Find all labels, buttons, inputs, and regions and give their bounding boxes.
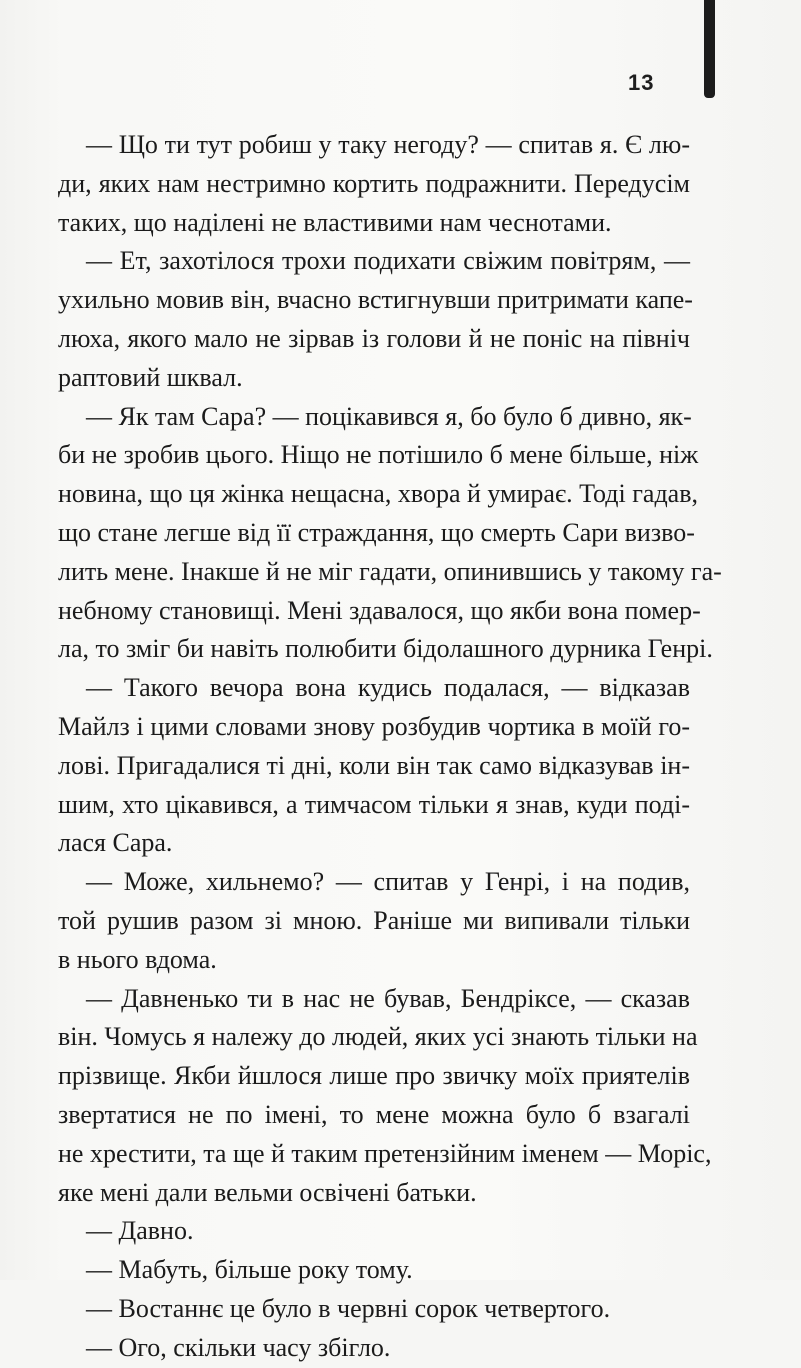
text-line: — Востаннє це було в червні сорок четвертого. bbox=[86, 1293, 611, 1323]
text-line: таких, що наділені не властивими нам чеснотами. bbox=[58, 207, 612, 237]
page-edge-shadow bbox=[704, 0, 715, 98]
text-line: — Може, хильнемо? — спитав у Генрі, і на подив, bbox=[86, 867, 690, 897]
text-line: не хрестити, та ще й таким претензійним іменем — Моріс, bbox=[58, 1138, 712, 1168]
text-line: лові. Пригадалися ті дні, коли він так само відказував ін- bbox=[58, 750, 690, 780]
body-text bbox=[58, 126, 722, 1368]
text-line: — Давно. bbox=[86, 1216, 194, 1246]
text-line: люха, якого мало не зірвав із голови й не поніс на північ bbox=[58, 323, 690, 353]
text-line: — Ого, скільки часу збігло. bbox=[86, 1332, 391, 1362]
text-line: небному становищі. Мені здавалося, що якби вона помер- bbox=[58, 595, 701, 625]
page-number: 13 bbox=[628, 70, 655, 95]
text-line: новина, що ця жінка нещасна, хвора й умирає. Тоді гадав, bbox=[58, 479, 698, 509]
text-line: — Ет, захотілося трохи подихати свіжим повітрям, — bbox=[86, 246, 690, 276]
text-line: — Що ти тут робиш у таку негоду? — спитав я. Є лю- bbox=[86, 130, 690, 159]
text-line: — Такого вечора вона кудись подалася, — відказав bbox=[86, 673, 690, 703]
text-line: той рушив разом зі мною. Раніше ми випивали тільки bbox=[58, 905, 690, 935]
text-line: ла, то зміг би навіть полюбити бідолашного дурника Генрі. bbox=[58, 634, 713, 664]
text-line: раптовий шквал. bbox=[58, 362, 243, 392]
text-line: шим, хто цікавився, а тимчасом тільки я знав, куди поді- bbox=[58, 789, 690, 819]
text-line: звертатися не по імені, то мене можна було б взагалі bbox=[58, 1099, 690, 1129]
text-line: лася Сара. bbox=[58, 828, 173, 858]
text-line: лить мене. Інакше й не міг гадати, опинившись у такому га- bbox=[58, 556, 722, 586]
text-line: — Як там Сара? — поцікавився я, бо було б дивно, як- bbox=[86, 401, 692, 431]
text-line: він. Чомусь я належу до людей, яких усі знають тільки на bbox=[58, 1022, 698, 1052]
text-line: — Мабуть, більше року тому. bbox=[86, 1255, 413, 1285]
text-line: яке мені дали вельми освічені батьки. bbox=[58, 1177, 477, 1207]
text-line: Майлз і цими словами знову розбудив чортика в моїй го- bbox=[58, 711, 690, 741]
text-line: — Давненько ти в нас не бував, Бендріксе, — сказав bbox=[86, 983, 690, 1013]
text-line: прізвище. Якби йшлося лише про звичку моїх приятелів bbox=[58, 1061, 690, 1091]
text-line: би не зробив цього. Ніщо не потішило б мене більше, ніж bbox=[58, 440, 699, 470]
text-line: що стане легше від її страждання, що смерть Сари визво- bbox=[58, 517, 695, 547]
text-line: в нього вдома. bbox=[58, 944, 217, 974]
text-line: ухильно мовив він, вчасно встигнувши притримати капе- bbox=[58, 285, 693, 315]
text-line: ди, яких нам нестримно кортить подражнити. Передусім bbox=[58, 168, 690, 198]
